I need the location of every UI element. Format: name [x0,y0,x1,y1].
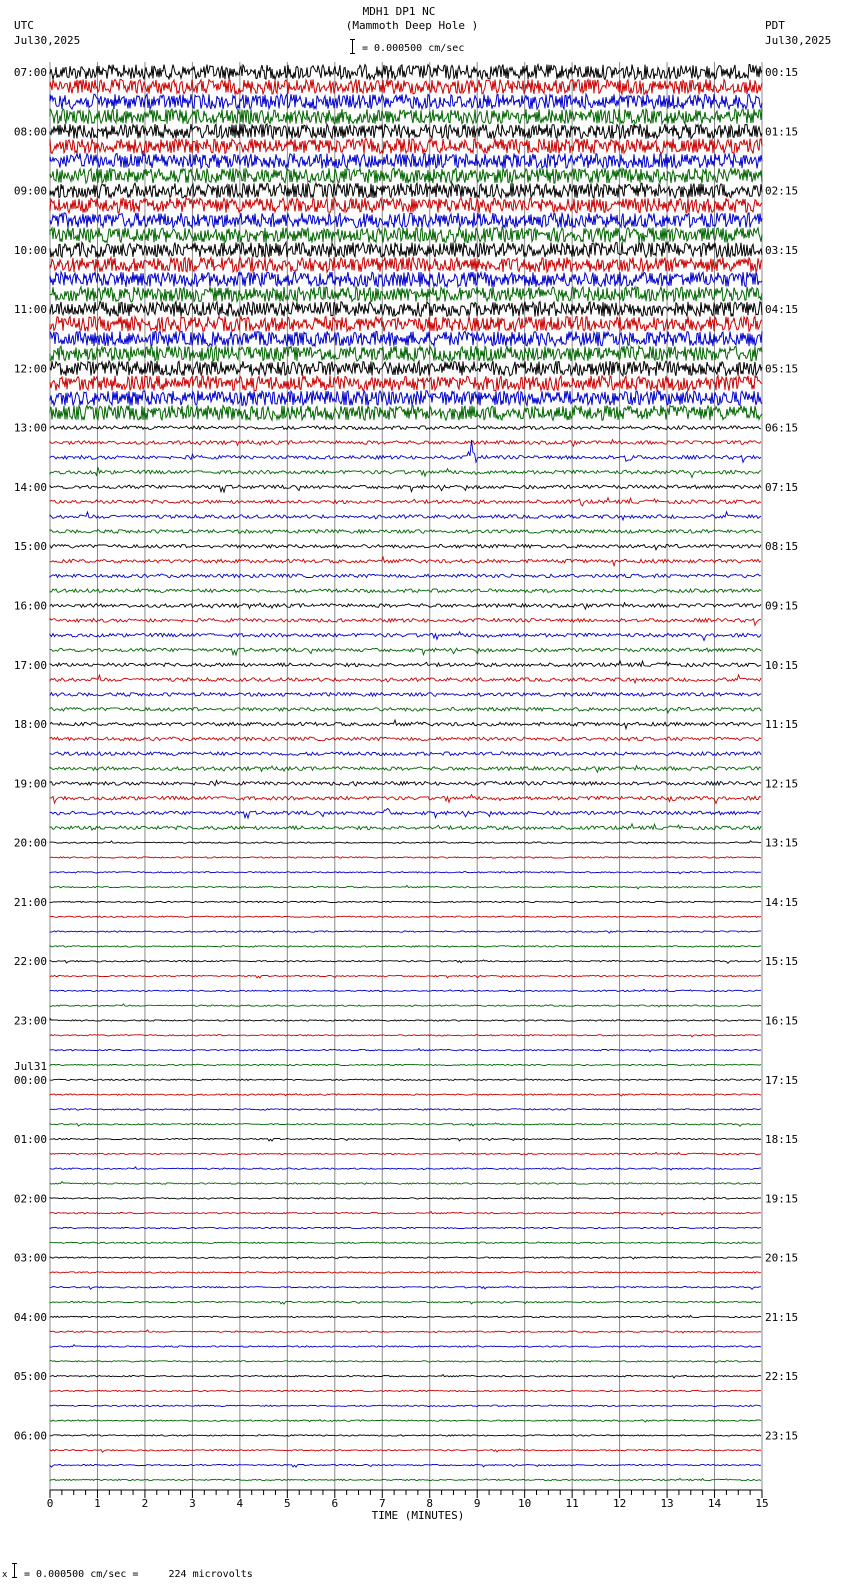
right-hour-label: 10:15 [765,658,799,672]
right-hour-label: 05:15 [765,362,799,376]
trace-line [50,1315,761,1317]
trace-line [50,1345,761,1348]
left-hour-label: 03:00 [13,1251,47,1265]
right-hour-label: 23:15 [765,1429,799,1443]
chart-subtitle: (Mammoth Deep Hole ) [345,19,479,32]
trace-line [50,841,761,844]
trace-line [50,440,761,447]
trace-line [50,1152,761,1154]
left-hour-label: 13:00 [13,421,47,435]
right-hour-label: 12:15 [765,777,799,791]
trace-line [50,752,761,756]
footer-scale-note: = 0.000500 cm/sec = 224 microvolts [24,1569,253,1580]
trace-line [50,916,761,917]
right-hour-label: 15:15 [765,955,799,969]
trace-line [50,1272,761,1273]
trace-line [50,426,761,430]
trace-line [50,1198,761,1200]
right-hour-label: 06:15 [765,421,799,435]
trace-line [50,302,762,317]
right-hour-label: 16:15 [765,1014,799,1028]
trace-line [50,1478,761,1480]
trace-line [50,557,761,566]
x-tick-label: 15 [755,1497,769,1510]
x-tick-label: 12 [612,1497,627,1510]
right-hour-label: 09:15 [765,599,799,613]
trace-line [50,795,761,804]
trace-line [50,168,762,183]
trace-line [50,808,761,818]
x-tick-label: 7 [378,1497,386,1510]
trace-line [50,960,761,963]
x-tick-label: 5 [284,1497,291,1510]
trace-line [50,619,761,626]
trace-line [50,1109,761,1110]
trace-line [50,589,761,593]
trace-line [50,198,762,213]
trace-line [50,1182,761,1185]
left-hour-label: 02:00 [13,1192,47,1206]
right-hour-label: 19:15 [765,1192,799,1206]
trace-line [50,1035,761,1037]
trace-line [50,65,762,80]
trace-line [50,1123,761,1126]
right-hour-label: 01:15 [765,125,799,139]
trace-line [50,361,762,376]
trace-line [50,139,762,154]
x-tick-label: 2 [141,1497,149,1510]
right-date: Jul30,2025 [765,34,832,47]
right-hour-label: 07:15 [765,480,799,494]
left-hour-label: 14:00 [13,480,47,494]
trace-line [50,79,762,94]
x-tick-label: 10 [518,1497,532,1510]
trace-line [50,391,762,406]
left-hour-label: 18:00 [13,718,47,732]
trace-line [50,1242,761,1243]
trace-line [50,872,761,874]
trace-line [50,946,761,947]
trace-line [50,1464,761,1467]
trace-line [50,109,762,124]
trace-line [50,886,761,889]
x-tick-label: 13 [660,1497,674,1510]
trace-line [50,512,761,520]
trace-line [50,1390,761,1391]
trace-line [50,272,762,287]
trace-line [50,1227,761,1228]
trace-line [50,901,761,902]
left-hour-label: 23:00 [13,1014,47,1028]
trace-line [50,648,761,655]
trace-line [50,331,762,346]
trace-line [50,287,762,302]
left-hour-label: 17:00 [13,658,47,672]
trace-line [50,989,761,991]
right-hour-label: 11:15 [765,718,799,732]
left-hour-label: 16:00 [13,599,47,613]
trace-line [50,708,761,713]
trace-line [50,346,762,361]
trace-line [50,857,761,858]
trace-line [50,153,762,168]
right-hour-label: 08:15 [765,540,799,554]
trace-line [50,405,762,420]
left-hour-label: 04:00 [13,1310,47,1324]
trace-line [50,1049,761,1052]
trace-line [50,1330,761,1333]
trace-line [50,1064,761,1065]
trace-line [50,257,762,272]
scale-label: = 0.000500 cm/sec [362,43,465,54]
left-hour-label: 20:00 [13,836,47,850]
footer-marker: x [2,1570,8,1580]
trace-line [50,498,761,506]
x-tick-label: 3 [189,1497,196,1510]
x-tick-label: 0 [46,1497,54,1510]
left-timezone: UTC [14,19,34,32]
right-timezone: PDT [765,19,785,32]
trace-line [50,737,761,741]
x-tick-label: 8 [426,1497,434,1510]
left-hour-label: 06:00 [13,1429,47,1443]
trace-line [50,675,761,683]
trace-line [50,693,761,697]
trace-line [50,1435,761,1436]
x-axis-label: TIME (MINUTES) [371,1509,465,1522]
trace-line [50,545,761,550]
x-tick-label: 4 [236,1497,244,1510]
trace-line [50,1019,761,1022]
trace-line [50,1212,761,1215]
right-hour-label: 21:15 [765,1310,799,1324]
trace-line [50,1361,761,1363]
trace-line [50,530,761,534]
trace-line [50,1375,761,1378]
footer-scale-bar-icon [10,1562,20,1580]
left-hour-label: 08:00 [13,125,47,139]
x-tick-label: 11 [565,1497,579,1510]
left-hour-label: 22:00 [13,955,47,969]
date-change-label: Jul31 [14,1059,48,1073]
trace-line [50,228,762,243]
left-hour-label: 10:00 [13,243,47,257]
trace-line [50,766,761,773]
trace-line [50,1449,761,1452]
left-date: Jul30,2025 [14,34,81,47]
trace-line [50,1094,761,1097]
trace-line [50,1257,761,1260]
left-hour-label: 07:00 [13,66,47,79]
trace-line [50,1286,761,1289]
trace-line [50,930,761,933]
left-hour-label: 12:00 [13,362,47,376]
time-axis [47,1490,769,1510]
trace-line [50,94,762,109]
trace-line [50,376,762,391]
trace-line [50,213,762,228]
trace-line [50,183,762,198]
trace-line [50,632,761,641]
trace-group [50,65,762,1481]
right-hour-label: 20:15 [765,1251,799,1265]
right-hour-label: 22:15 [765,1370,799,1384]
left-hour-label: 15:00 [13,540,47,554]
x-tick-label: 6 [331,1497,339,1510]
trace-line [50,1079,761,1080]
trace-line [50,1138,761,1141]
right-hour-label: 18:15 [765,1133,799,1147]
x-tick-label: 9 [473,1497,481,1510]
trace-line [50,781,761,786]
right-hour-label: 00:15 [765,66,799,79]
right-hour-label: 04:15 [765,303,799,317]
left-hour-label: 19:00 [13,777,47,791]
right-hour-label: 03:15 [765,243,799,257]
chart-title: MDH1 DP1 NC [362,5,436,18]
trace-line [50,720,761,729]
left-hour-label: 09:00 [13,184,47,198]
trace-line [50,124,762,139]
trace-line [50,975,761,978]
trace-line [50,467,761,477]
trace-line [50,1405,761,1406]
x-tick-label: 1 [94,1497,101,1510]
trace-line [50,1420,761,1423]
trace-line [50,1004,761,1007]
trace-line [50,1167,761,1170]
right-hour-label: 17:15 [765,1073,799,1087]
left-hour-label: 05:00 [13,1370,47,1384]
left-hour-label: 01:00 [13,1133,47,1147]
trace-line [50,242,762,257]
right-hour-label: 02:15 [765,184,799,198]
trace-line [50,1301,761,1304]
trace-line [50,317,762,332]
trace-line [50,485,761,492]
left-hour-label: 21:00 [13,895,47,909]
trace-line [50,603,761,610]
right-hour-label: 13:15 [765,836,799,850]
trace-line [50,661,761,667]
right-hour-label: 14:15 [765,895,799,909]
trace-line [50,574,761,578]
trace-line [50,824,761,830]
left-hour-label: 00:00 [13,1073,47,1087]
left-hour-label: 11:00 [13,303,47,317]
x-tick-label: 14 [707,1497,722,1510]
